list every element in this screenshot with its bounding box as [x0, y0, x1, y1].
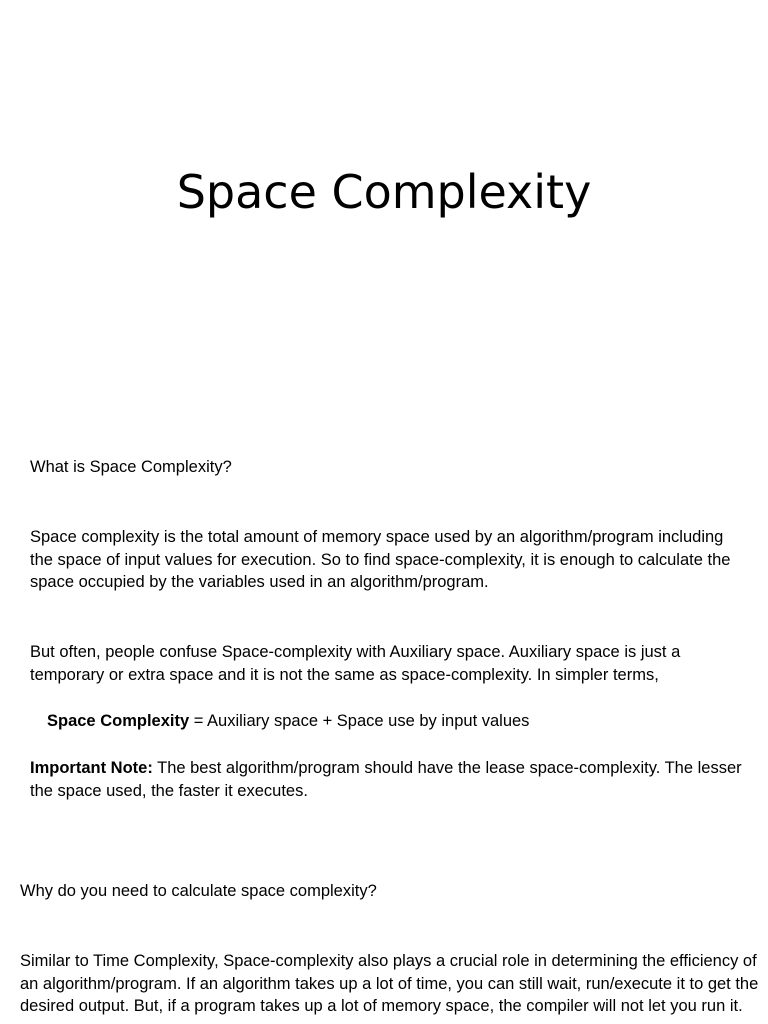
important-note	[30, 757, 742, 802]
section-question-what-is: What is Space Complexity?	[30, 458, 232, 476]
paragraph-why-calculate: Similar to Time Complexity, Space-complexity also plays a crucial role in determining the efficiency of an algorithm/program. If an algorithm takes up a lot of time, you can still wait, run/execute it to get the desired output. But, if a program takes up a lot of memory space, the compiler will not let you run it.	[20, 952, 759, 1015]
paragraph-auxiliary-space: But often, people confuse Space-complexity with Auxiliary space. Auxiliary space is just a temporary or extra space and it is not the same as space-complexity. In simpler terms,	[30, 643, 681, 684]
formula-definition: = Auxiliary space + Space use by input values	[189, 712, 530, 730]
important-note-label: Important Note:	[30, 759, 153, 777]
important-note-text: The best algorithm/program should have the lease space-complexity. The lesser the space used, the faster it executes.	[30, 759, 742, 800]
formula-line	[47, 710, 747, 733]
page-title: Space Complexity	[176, 165, 592, 219]
formula-term: Space Complexity	[47, 712, 190, 730]
paragraph-definition: Space complexity is the total amount of memory space used by an algorithm/program including the space of input values for execution. So to find space-complexity, it is enough to calculate the space occupied by the variables used in an algorithm/program.	[30, 528, 731, 591]
section-question-why: Why do you need to calculate space complexity?	[20, 882, 377, 900]
